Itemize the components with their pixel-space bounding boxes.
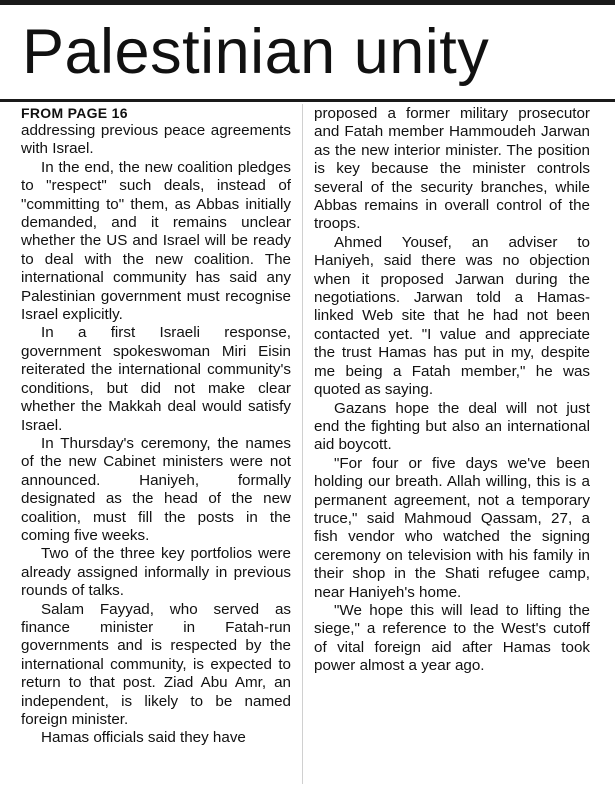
paragraph: Two of the three key portfolios were already assigned informally in previous rounds of talks.	[21, 545, 291, 600]
paragraph: Salam Fayyad, who served as finance minister in Fatah-run governments and is respected by the international community, is expected to return to that post. Ziad Abu Amr, an independent, is likely to be named foreign minister.	[21, 600, 291, 728]
paragraph: proposed a former military prosecutor and Fatah member Hammoudeh Jarwan as the new interior minister. The position is key because the minister controls several of the security branches, while Abbas remains in overall control of the troops.	[314, 105, 590, 233]
paragraph: "We hope this will lead to lifting the siege," a reference to the West's cutoff of vital foreign aid after Hamas took power almost a year ago.	[314, 601, 590, 675]
paragraph: addressing previous peace agreements with Israel.	[21, 122, 291, 158]
paragraph: Ahmed Yousef, an adviser to Haniyeh, said there was no objection when it proposed Jarwan during the negotiations. Jarwan told a Hamas-linked Web site that he had not been contacted yet. "I value and appreciate the trust Hamas has put in my, despite me being a Fatah member," he was quoted as saying.	[314, 233, 590, 399]
article-column-right	[314, 105, 590, 676]
paragraph: In Thursday's ceremony, the names of the new Cabinet ministers were not announced. Haniyeh, formally designated as the head of the new coalition, must fill the posts in the coming five weeks.	[21, 434, 291, 544]
column-divider	[302, 104, 303, 784]
paragraph: "For four or five days we've been holding our breath. Allah willing, this is a permanent agreement, not a temporary truce," said Mahmoud Qassam, 27, a fish vendor who watched the signing ceremony on television with his family in their shop in the Shati refugee camp, near Haniyeh's home.	[314, 454, 590, 601]
headline-rule	[0, 99, 615, 102]
paragraph: Hamas officials said they have	[41, 729, 246, 747]
headline: Palestinian unity	[22, 17, 490, 87]
article-column-left	[21, 104, 291, 748]
paragraph: Gazans hope the deal will not just end the fighting but also an international aid boycott.	[314, 399, 590, 454]
paragraph: In a first Israeli response, government spokeswoman Miri Eisin reiterated the international community's conditions, but did not make clear whether the Makkah deal would satisfy Israel.	[21, 324, 291, 434]
top-rule	[0, 0, 615, 5]
paragraph: In the end, the new coalition pledges to "respect" such deals, instead of "committing to" them, as Abbas initially demanded, and it remains unclear whether the US and Israel will be ready to deal with the new coalition. The international community has said any Palestinian government must recognise Israel explicitly.	[21, 158, 291, 324]
jump-line: FROM PAGE 16	[21, 105, 128, 121]
